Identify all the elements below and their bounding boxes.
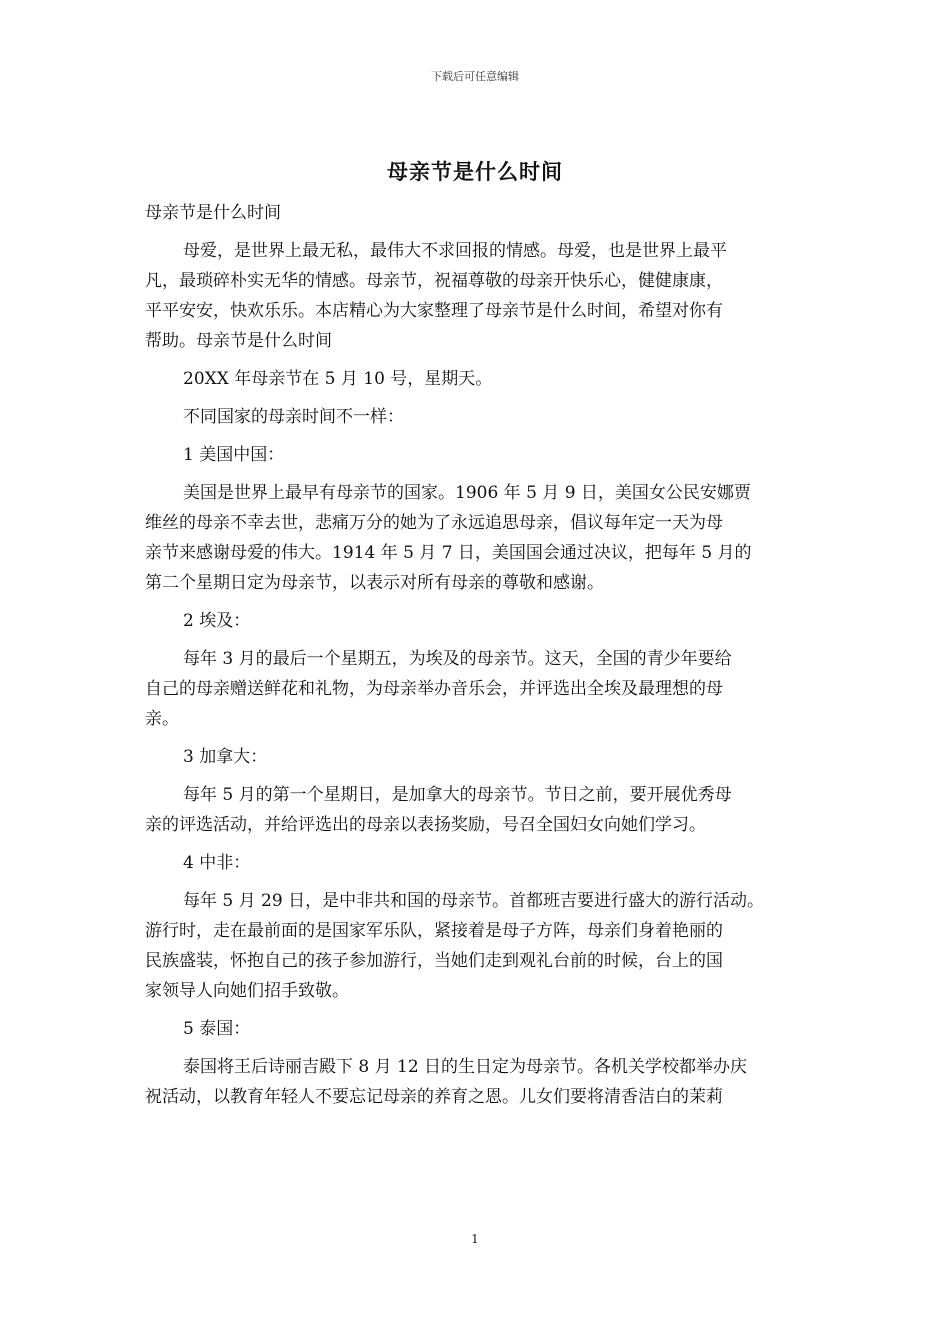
paragraph bbox=[145, 402, 815, 432]
paragraph bbox=[145, 364, 815, 394]
page-header: 下载后可任意编辑 bbox=[431, 70, 519, 83]
text-line: 游行时，走在最前面的是国家军乐队，紧接着是母子方阵，母亲们身着艳丽的 bbox=[145, 921, 723, 941]
text-line: 4 中非： bbox=[183, 853, 251, 873]
paragraph bbox=[145, 780, 815, 840]
text-line: 母爱，是世界上最无私，最伟大不求回报的情感。母爱，也是世界上最平 bbox=[183, 241, 727, 261]
text-line: 亲节来感谢母爱的伟大。1914 年 5 月 7 日，美国国会通过决议，把每年 5 月的 bbox=[145, 543, 752, 563]
text-line: 祝活动，以教育年轻人不要忘记母亲的养育之恩。儿女们要将清香洁白的茉莉 bbox=[145, 1087, 723, 1107]
text-line: 每年 5 月的第一个星期日，是加拿大的母亲节。节日之前，要开展优秀母 bbox=[183, 785, 732, 805]
text-line: 母亲节是什么时间 bbox=[145, 203, 281, 223]
text-line: 20XX 年母亲节在 5 月 10 号，星期天。 bbox=[183, 369, 493, 389]
text-line: 亲的评选活动，并给评选出的母亲以表扬奖励，号召全国妇女向她们学习。 bbox=[145, 815, 706, 835]
document-title: 母亲节是什么时间 bbox=[387, 159, 563, 184]
text-line: 民族盛装，怀抱自己的孩子参加游行，当她们走到观礼台前的时候，台上的国 bbox=[145, 951, 723, 971]
text-line: 每年 5 月 29 日，是中非共和国的母亲节。首都班吉要进行盛大的游行活动。 bbox=[183, 891, 765, 911]
paragraph bbox=[145, 198, 815, 228]
text-line: 帮助。母亲节是什么时间 bbox=[145, 331, 332, 351]
paragraph bbox=[145, 644, 815, 734]
text-line: 第二个星期日定为母亲节，以表示对所有母亲的尊敬和感谢。 bbox=[145, 573, 604, 593]
page-number: 1 bbox=[471, 1232, 479, 1246]
text-line: 2 埃及： bbox=[183, 611, 251, 631]
text-line: 平平安安，快欢乐乐。本店精心为大家整理了母亲节是什么时间，希望对你有 bbox=[145, 301, 723, 321]
paragraph bbox=[145, 478, 815, 598]
paragraph bbox=[145, 236, 815, 356]
paragraph bbox=[145, 848, 815, 878]
text-line: 凡，最琐碎朴实无华的情感。母亲节，祝福尊敬的母亲开快乐心，健健康康， bbox=[145, 271, 723, 291]
paragraph bbox=[145, 440, 815, 470]
paragraph bbox=[145, 886, 815, 1006]
paragraph bbox=[145, 606, 815, 636]
text-line: 不同国家的母亲时间不一样： bbox=[183, 407, 404, 427]
text-line: 5 泰国： bbox=[183, 1019, 251, 1039]
paragraph bbox=[145, 742, 815, 772]
text-line: 1 美国中国： bbox=[183, 445, 285, 465]
text-line: 维丝的母亲不幸去世，悲痛万分的她为了永远追思母亲，倡议每年定一天为母 bbox=[145, 513, 723, 533]
text-line: 每年 3 月的最后一个星期五，为埃及的母亲节。这天，全国的青少年要给 bbox=[183, 649, 732, 669]
text-line: 泰国将王后诗丽吉殿下 8 月 12 日的生日定为母亲节。各机关学校都举办庆 bbox=[183, 1057, 748, 1077]
text-line: 亲。 bbox=[145, 709, 179, 729]
paragraph bbox=[145, 1014, 815, 1044]
text-line: 3 加拿大： bbox=[183, 747, 268, 767]
paragraph bbox=[145, 1052, 815, 1112]
text-line: 家领导人向她们招手致敬。 bbox=[145, 981, 349, 1001]
text-line: 自己的母亲赠送鲜花和礼物，为母亲举办音乐会，并评选出全埃及最理想的母 bbox=[145, 679, 723, 699]
text-line: 美国是世界上最早有母亲节的国家。1906 年 5 月 9 日，美国女公民安娜贾 bbox=[183, 483, 751, 503]
document-body bbox=[145, 198, 815, 1112]
